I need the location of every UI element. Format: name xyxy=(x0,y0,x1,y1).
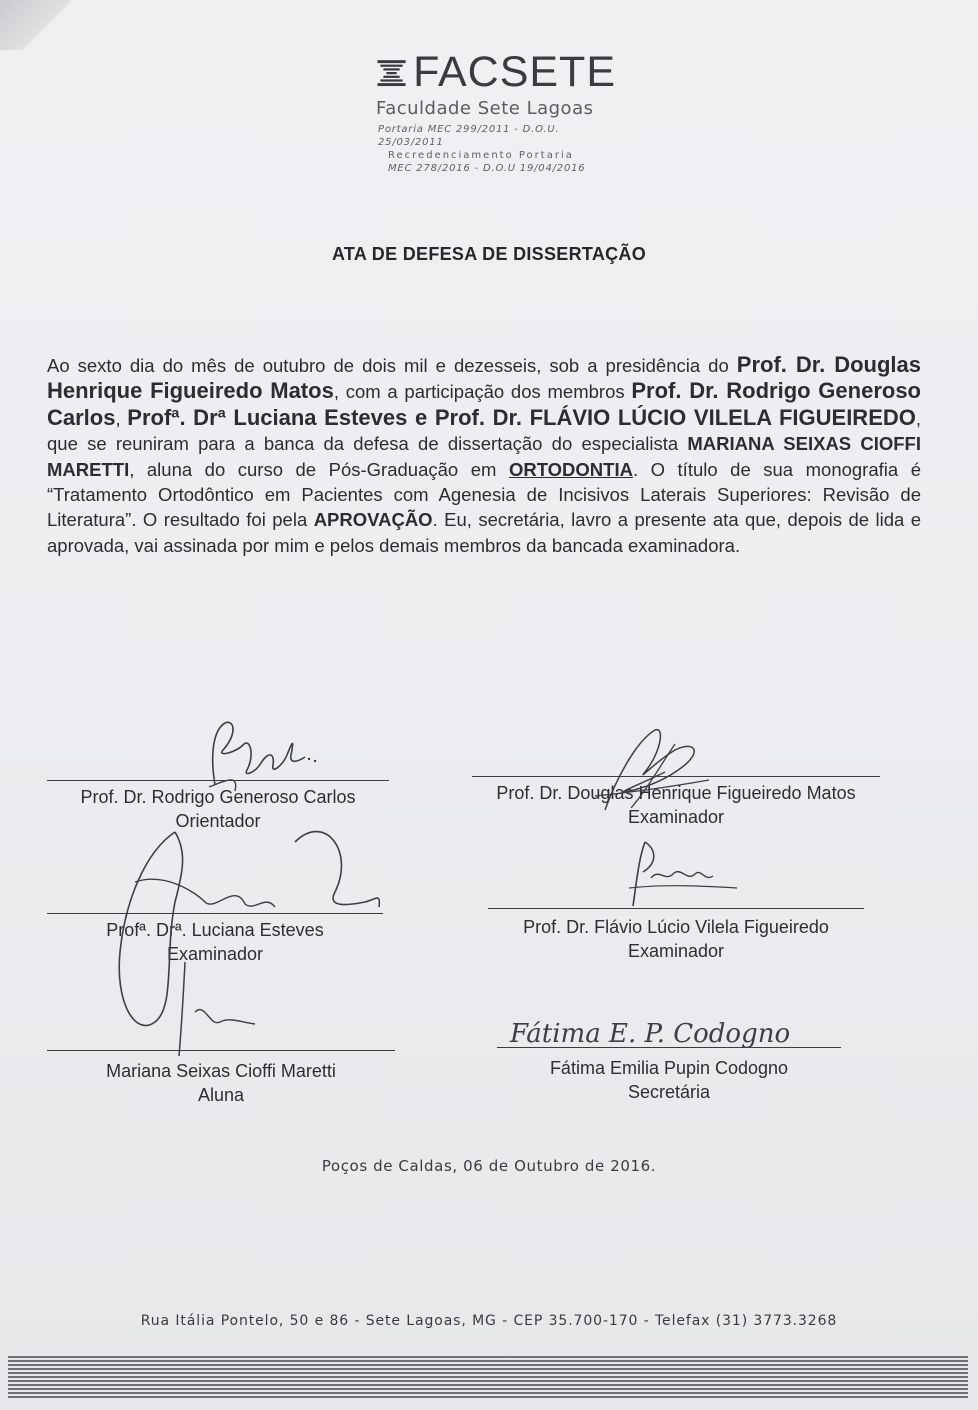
body-text-1: Ao sexto dia do mês de outubro de dois mil e dezesseis, sob a presidência do xyxy=(47,355,737,376)
signer-role: Examinador xyxy=(627,807,725,827)
document-title: ATA DE DEFESA DE DISSERTAÇÃO xyxy=(331,244,647,264)
member-2-name: Profª. Drª Luciana Esteves e Prof. Dr. FLÁVIO LÚCIO VILELA FIGUEIREDO xyxy=(127,404,916,430)
facsete-emblem-icon xyxy=(376,52,407,92)
fatima-signature-text: Fátima E. P. Codogno xyxy=(510,1019,791,1049)
signer-name: Fátima Emilia Pupin Codogno xyxy=(549,1058,789,1078)
signer-name: Profª. Drª. Luciana Esteves xyxy=(106,920,324,940)
signature-block-douglas xyxy=(472,776,880,829)
body-text-6: . Eu, secretária, lavro a presente ata que, depois de lida e aprovada, vai assinada por mim e pelos demais membros da bancada examinadora. xyxy=(47,509,921,556)
body-text-4: , aluna do curso de Pós-Graduação em xyxy=(129,458,509,480)
signer-role: Orientador xyxy=(175,811,261,831)
signature-line xyxy=(497,1047,841,1048)
body-text-5: . O título de sua monografia é “Tratamento Ortodôntico em Pacientes com Agenesia de Incisivos Laterais Superiores: Revisão de Literatura”. O resultado foi pela xyxy=(47,458,921,531)
student-name: MARIANA SEIXAS CIOFFI MARETTI xyxy=(47,433,921,480)
signer-role: Examinador xyxy=(627,941,725,961)
footer-address: Rua Itália Pontelo, 50 e 86 - Sete Lagoas, MG - CEP 35.700-170 - Telefax (31) 3773.3268 xyxy=(140,1313,838,1329)
signature-block-luciana xyxy=(47,913,383,966)
signer-name: Prof. Dr. Douglas Henrique Figueiredo Matos xyxy=(496,783,856,803)
place-and-date: Poços de Caldas, 06 de Outubro de 2016. xyxy=(321,1157,657,1175)
signature-line xyxy=(472,776,880,777)
result-text: APROVAÇÃO xyxy=(313,509,433,531)
recredentialing-line: Recredenciamento Portaria xyxy=(388,150,574,161)
signer-name: Mariana Seixas Cioffi Maretti xyxy=(106,1061,336,1081)
folded-corner xyxy=(0,0,70,50)
member-1-name: Prof. Dr. Rodrigo Generoso Carlos xyxy=(47,378,921,430)
brand-subtitle: Faculdade Sete Lagoas xyxy=(376,98,594,119)
signature-block-rodrigo xyxy=(47,780,389,833)
course-name: ORTODONTIA xyxy=(508,458,633,480)
body-text-2: , com a participação dos membros xyxy=(333,381,632,403)
signature-line xyxy=(47,913,383,914)
signature-block-mariana xyxy=(47,1050,395,1107)
footer-stripes xyxy=(8,1356,968,1400)
ordinance-line-2: MEC 278/2016 - D.O.U 19/04/2016 xyxy=(388,163,586,174)
facsete-logo xyxy=(376,48,616,175)
signer-role: Secretária xyxy=(627,1082,711,1102)
brand-name: FACSETE xyxy=(413,48,616,96)
signature-line xyxy=(488,908,864,909)
signature-block-flavio xyxy=(488,908,864,963)
handwritten-signature-flavio xyxy=(625,838,745,910)
ordinance-line: Portaria MEC 299/2011 - D.O.U. 25/03/2011 xyxy=(378,124,560,148)
signer-name: Prof. Dr. Rodrigo Generoso Carlos xyxy=(80,787,356,807)
signature-line xyxy=(47,780,389,781)
signature-block-fatima xyxy=(497,1047,841,1104)
body-text-3: , que se reuniram para a banca da defesa de dissertação do especialista xyxy=(47,407,922,455)
signer-name: Prof. Dr. Flávio Lúcio Vilela Figueiredo xyxy=(523,917,829,937)
signer-role: Examinador xyxy=(166,944,264,964)
minutes-body xyxy=(47,352,921,558)
president-name: Prof. Dr. Douglas Henrique Figueiredo Matos xyxy=(47,352,921,404)
body-separator: , xyxy=(115,407,128,429)
signer-role: Aluna xyxy=(197,1085,245,1105)
signature-line xyxy=(47,1050,395,1051)
